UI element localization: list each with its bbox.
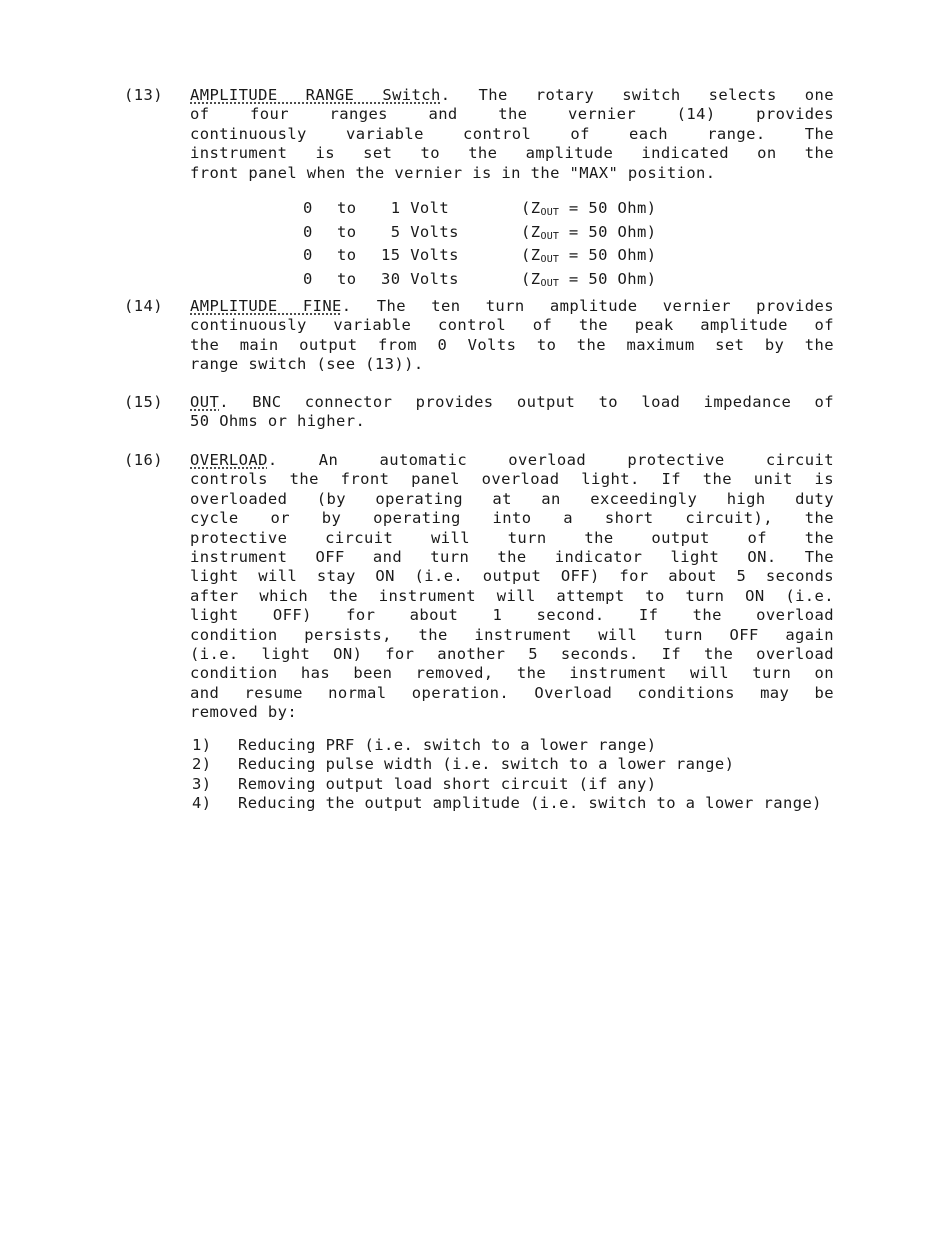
item-line: light will stay ON (i.e. output OFF) for about 5 seconds (190, 567, 834, 586)
item-line: continuously variable control of each range. The (190, 124, 834, 143)
item-line: and resume normal operation. Overload conditions may be (190, 683, 834, 702)
item-line: controls the front panel overload light. If the unit is (190, 470, 834, 489)
list-item: 2) Reducing pulse width (i.e. switch to a lower range) (192, 755, 735, 774)
item-line: condition has been removed, the instrument will turn on (190, 664, 834, 683)
item-line: instrument OFF and turn the indicator light ON. The (190, 548, 834, 567)
item-line: 50 Ohms or higher. (190, 412, 366, 431)
item-heading: AMPLITUDE RANGE Switch (190, 86, 441, 104)
list-item: 4) Reducing the output amplitude (i.e. switch to a lower range) (192, 794, 822, 813)
range-row: 0 to 30 Volts ($Z_{OUT} = 50$ Ohm) (303, 269, 657, 289)
item-line: of four ranges and the vernier (14) provides (190, 105, 834, 124)
range-row: 0 to 5 Volts ($Z_{OUT} = 50$ Ohm) (303, 222, 657, 242)
item-line: condition persists, the instrument will turn OFF again (190, 625, 834, 644)
item-number: (15) (124, 393, 163, 411)
item-line: front panel when the vernier is in the "MAX" position. (190, 163, 716, 182)
item-line: light OFF) for about 1 second. If the overload (190, 606, 834, 625)
item-line: removed by: (190, 703, 298, 722)
item-number: (14) (124, 297, 163, 315)
item-14 (124, 297, 834, 375)
item-line: protective circuit will turn the output of the (190, 528, 834, 547)
item-16 (124, 451, 834, 723)
item-15 (124, 393, 834, 432)
item-line: continuously variable control of the peak amplitude of (190, 316, 834, 335)
item-heading: OVERLOAD (190, 451, 268, 469)
range-table (303, 199, 656, 293)
item-line: AMPLITUDE RANGE Switch. The rotary switch selects one (190, 86, 834, 104)
item-line: the main output from 0 Volts to the maximum set by the (190, 335, 834, 354)
range-row: 0 to 1 Volt ($Z_{OUT} = 50$ Ohm) (303, 199, 657, 218)
item-line: OVERLOAD. An automatic overload protective circuit (190, 451, 834, 469)
item-line: range switch (see (13)). (190, 355, 424, 374)
item-line: OUT. BNC connector provides output to load impedance of (190, 393, 834, 411)
item-line: after which the instrument will attempt to turn ON (i.e. (190, 586, 834, 605)
item-line: cycle or by operating into a short circuit), the (190, 509, 834, 528)
item-heading: AMPLITUDE FINE (190, 297, 342, 315)
item-heading: OUT (190, 393, 220, 411)
list-item: 1) Reducing PRF (i.e. switch to a lower range) (192, 736, 657, 754)
range-row: 0 to 15 Volts ($Z_{OUT} = 50$ Ohm) (303, 246, 657, 266)
list-item: 3) Removing output load short circuit (if any) (192, 774, 657, 793)
item-line: instrument is set to the amplitude indicated on the (190, 144, 834, 163)
remedy-list (192, 736, 834, 814)
item-line: (i.e. light ON) for another 5 seconds. If the overload (190, 645, 834, 664)
item-line: overloaded (by operating at an exceedingly high duty (190, 489, 834, 508)
item-number: (16) (124, 451, 163, 469)
item-number: (13) (124, 86, 163, 104)
item-line: AMPLITUDE FINE. The ten turn amplitude vernier provides (190, 297, 834, 315)
item-13 (124, 86, 834, 183)
